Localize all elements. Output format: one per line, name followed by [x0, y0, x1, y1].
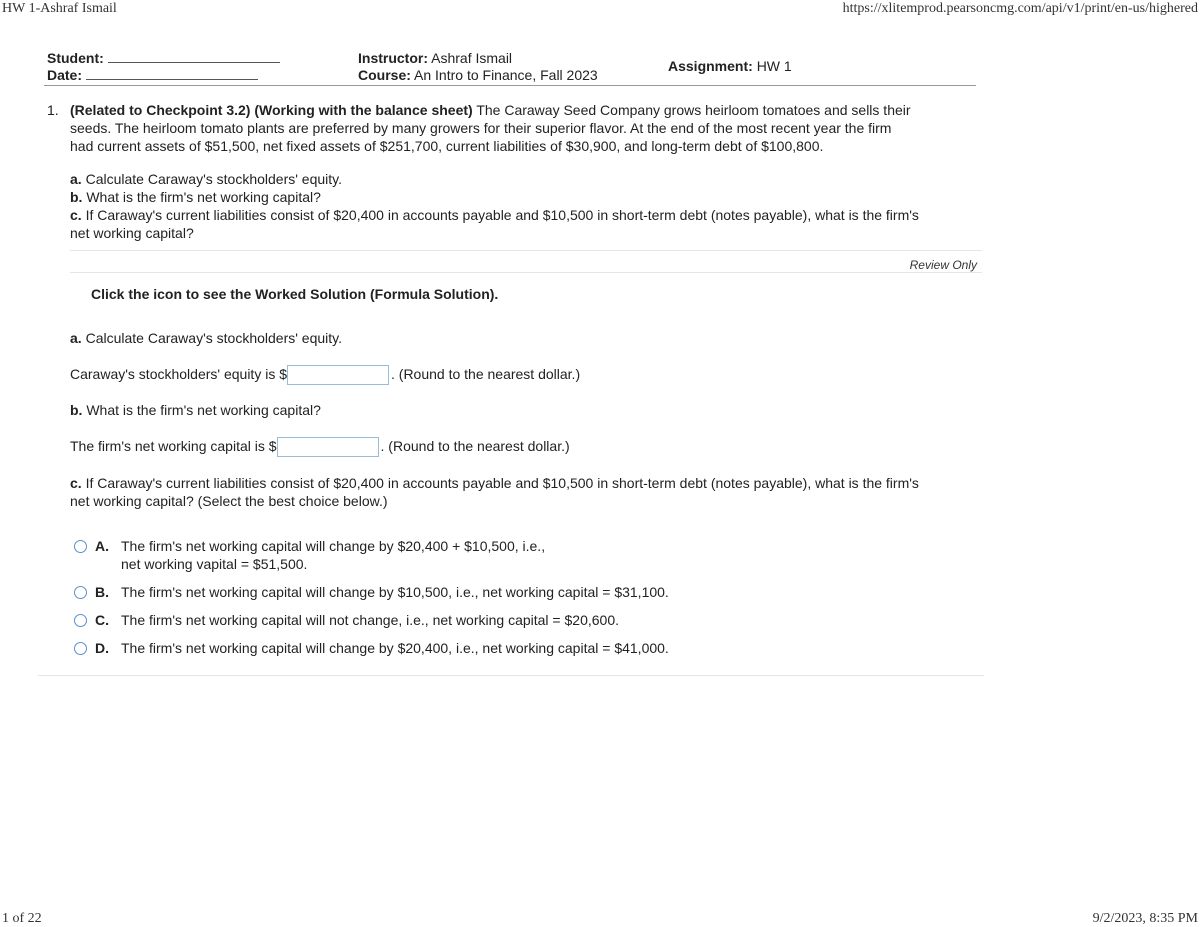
date-label: Date: — [47, 67, 83, 83]
question-body — [70, 101, 980, 155]
answer-a-prompt: Caraway's stockholders' equity is $ — [70, 366, 287, 382]
part-c-text-2: net working capital? — [70, 225, 194, 241]
answer-c-label: c. — [70, 475, 82, 491]
option-b-text: The firm's net working capital will change by $10,500, i.e., net working capital = $31,100. — [121, 584, 669, 600]
course-label: Course: — [358, 67, 411, 83]
option-c-radio[interactable] — [74, 614, 87, 627]
option-b-radio[interactable] — [74, 586, 87, 599]
answer-c-question — [70, 474, 980, 510]
print-datetime: 9/2/2023, 8:35 PM — [1092, 911, 1198, 926]
answer-b-label: b. — [70, 402, 83, 418]
option-b[interactable] — [95, 583, 669, 601]
page-count: 1 of 22 — [2, 911, 42, 926]
print-url: https://xlitemprod.pearsoncmg.com/api/v1/print/en-us/highered — [842, 1, 1198, 16]
assignment-row — [668, 58, 792, 75]
question-parts — [70, 170, 980, 242]
print-title: HW 1-Ashraf Ismail — [2, 1, 117, 16]
question-end-divider — [38, 675, 984, 676]
option-d-text: The firm's net working capital will change by $20,400, i.e., net working capital = $41,000. — [121, 640, 669, 656]
answer-b-text: What is the firm's net working capital? — [86, 402, 321, 418]
worked-solution-link[interactable]: Click the icon to see the Worked Solution (Formula Solution). — [91, 286, 499, 302]
instructor-value: Ashraf Ismail — [431, 50, 513, 66]
review-only-label: Review Only — [909, 258, 977, 272]
instructor-row — [358, 50, 512, 67]
option-c-text: The firm's net working capital will not change, i.e., net working capital = $20,600. — [121, 612, 619, 628]
answer-b-question — [70, 402, 321, 418]
answer-b-row — [70, 435, 570, 457]
course-value: An Intro to Finance, Fall 2023 — [414, 67, 598, 83]
option-c[interactable] — [95, 611, 619, 629]
part-b-label: b. — [70, 189, 83, 205]
section-divider-top — [70, 250, 982, 251]
option-b-label: B. — [95, 584, 109, 600]
option-d[interactable] — [95, 639, 669, 657]
part-a-text: Calculate Caraway's stockholders' equity. — [85, 171, 343, 187]
answer-c-text-2: net working capital? (Select the best choice below.) — [70, 493, 388, 509]
student-label: Student: — [47, 50, 104, 66]
instructor-label: Instructor: — [358, 50, 428, 66]
question-line-2: seeds. The heirloom tomato plants are preferred by many growers for their superior flavor. At the end of the most recent year the firm — [70, 120, 892, 136]
option-d-label: D. — [95, 640, 109, 656]
assignment-value: HW 1 — [756, 58, 792, 74]
date-blank — [86, 67, 258, 80]
stockholders-equity-input[interactable] — [287, 365, 389, 385]
part-b-text: What is the firm's net working capital? — [86, 189, 321, 205]
question-line-1: The Caraway Seed Company grows heirloom tomatoes and sells their — [476, 102, 911, 118]
part-a-label: a. — [70, 171, 82, 187]
question-tag: (Related to Checkpoint 3.2) (Working with the balance sheet) — [70, 102, 473, 118]
part-c-label: c. — [70, 207, 82, 223]
option-a[interactable] — [95, 537, 545, 573]
option-d-radio[interactable] — [74, 642, 87, 655]
assignment-label: Assignment: — [668, 58, 753, 74]
option-a-text-2: net working vapital = $51,500. — [121, 556, 308, 572]
option-a-text-1: The firm's net working capital will change by $20,400 + $10,500, i.e., — [121, 538, 546, 554]
section-divider-bottom — [70, 272, 982, 273]
option-a-label: A. — [95, 538, 109, 554]
answer-b-prompt: The firm's net working capital is $ — [70, 438, 277, 454]
date-row — [47, 67, 258, 84]
question-line-3: had current assets of $51,500, net fixed assets of $251,700, current liabilities of $30,900, and long-term debt of $100,800. — [70, 138, 824, 154]
course-row — [358, 67, 598, 84]
answer-a-row — [70, 363, 580, 385]
header-divider — [44, 85, 976, 86]
net-working-capital-input[interactable] — [277, 437, 379, 457]
answer-c-text-1: If Caraway's current liabilities consist of $20,400 in accounts payable and $10,500 in short-term debt (notes payable), what is the firm's — [85, 475, 919, 491]
answer-b-hint: . (Round to the nearest dollar.) — [380, 438, 570, 454]
student-row — [47, 50, 280, 67]
part-c-text: If Caraway's current liabilities consist of $20,400 in accounts payable and $10,500 in short-term debt (notes payable), what is the firm's — [85, 207, 919, 223]
student-blank — [108, 50, 280, 63]
option-a-radio[interactable] — [74, 540, 87, 553]
option-c-label: C. — [95, 612, 109, 628]
answer-a-hint: . (Round to the nearest dollar.) — [391, 366, 581, 382]
answer-a-label: a. — [70, 330, 82, 346]
answer-a-question — [70, 330, 342, 346]
answer-a-text: Calculate Caraway's stockholders' equity. — [85, 330, 343, 346]
question-number: 1. — [47, 102, 59, 118]
